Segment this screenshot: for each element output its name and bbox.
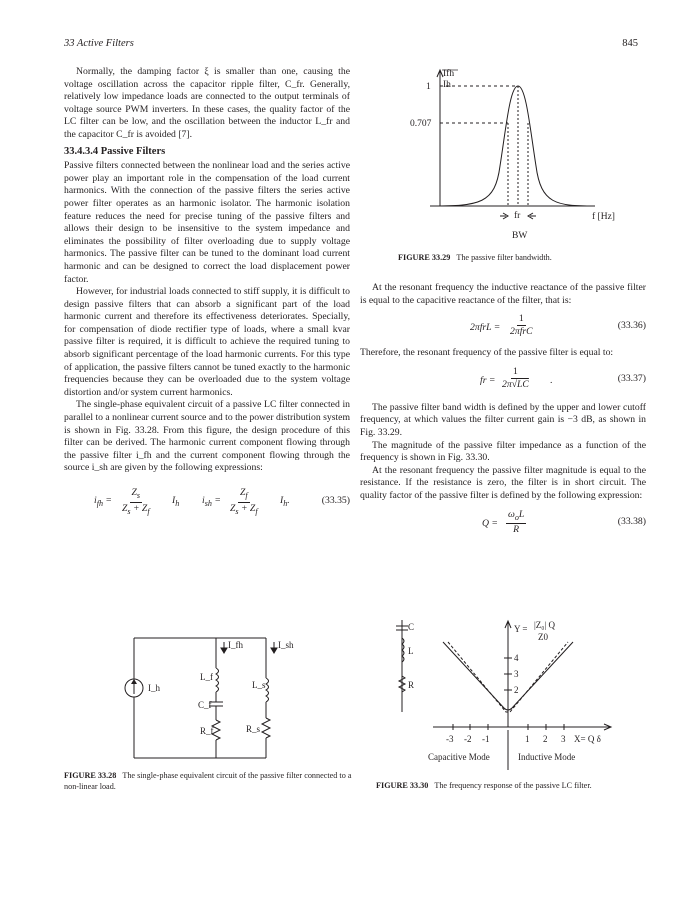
running-header: 33 Active Filters bbox=[64, 38, 134, 49]
paragraph: Normally, the damping factor ξ is smaller than one, causing the voltage oscillation across the capacitor ripple filter, C_fr. Generally, relatively low impedance loads are connected to the output terminals of voltage source PWM inverters. In these cases, the quality factor of the LC filter can be low, and the oscillation between the inductor L_fr and the capacitor C_fr is avoided [7]. bbox=[64, 66, 350, 140]
label-c: C bbox=[408, 622, 415, 632]
y-label-num: |Z₀| Q bbox=[534, 620, 555, 630]
right-column bbox=[360, 282, 646, 543]
x-tick: -3 bbox=[446, 734, 454, 744]
paragraph: The single-phase equivalent circuit of a passive LC filter connected in parallel to a nonlinear current source and to the power distribution system is shown in Fig. 33.28. From this figure, the design procedure of this filter can be derived. The harmonic current component flowing through the passive filter i_fh and the current component flowing through the source i_sh are given by the following expressions: bbox=[64, 399, 350, 474]
y-label-ifh: Ifh bbox=[443, 69, 455, 79]
figure-33-29-caption bbox=[398, 252, 552, 263]
equation-number: (33.35) bbox=[321, 495, 350, 506]
capacitive-mode-label: Capacitive Mode bbox=[428, 752, 490, 762]
paragraph: The passive filter band width is defined by the upper and lower cutoff frequency, at which values the filter current gain is −3 dB, as shown in Fig. 33.29. bbox=[360, 401, 646, 438]
label-ls: L_s bbox=[252, 680, 266, 690]
label-lf: L_f bbox=[200, 672, 213, 682]
equation-33-36: 2πfrL = 1 2πfrC (33.36) bbox=[470, 313, 646, 338]
caption-label: FIGURE 33.30 bbox=[376, 781, 429, 790]
figure-33-29-bandwidth bbox=[400, 66, 630, 251]
equation-33-35: $i_{fh}$ = $\frac{Z_s}{Z_s + Z_f}$ $I_h$ $i_{sh}$ = $\frac{Z_f}{Z_s + Z_f}$ $I_h$. (33.35) bbox=[94, 487, 350, 516]
ish-arrow bbox=[271, 642, 277, 653]
x-axis-label: X= Q δ bbox=[574, 734, 601, 744]
label-rs: R_s bbox=[246, 724, 261, 734]
label-cf: C_f bbox=[198, 700, 212, 710]
y-tick-0707: 0.707 bbox=[410, 119, 432, 129]
label-l: L bbox=[408, 646, 414, 656]
fr-label: fr bbox=[514, 211, 521, 221]
label-ifh: I_fh bbox=[228, 640, 243, 650]
ifh-arrow bbox=[221, 642, 227, 653]
y-tick: 4 bbox=[514, 653, 519, 663]
label-r: R bbox=[408, 680, 415, 690]
figure-33-28-caption bbox=[64, 770, 354, 792]
caption-label: FIGURE 33.28 bbox=[64, 771, 117, 780]
caption-label: FIGURE 33.29 bbox=[398, 253, 451, 262]
figure-33-30-caption bbox=[376, 780, 592, 791]
equation-33-37: fr = $\frac{1}{2\pi√LC}$ . (33.37) bbox=[480, 365, 646, 390]
figure-33-30-frequency-response bbox=[388, 612, 638, 777]
x-tick: 1 bbox=[525, 734, 530, 744]
x-tick: -2 bbox=[464, 734, 472, 744]
paragraph: However, for industrial loads connected to stiff supply, it is difficult to design passive filters that can absorb a significant part of the load harmonic current and therefore its effectiveness deteriorates. Specially, for compensation of diode rectifier type of loads, where a small kvar passive filter is required, it is difficult to achieve the required tuning to absorb significant percentage of the load harmonic currents. For this type of application, the passive filters cannot be tuned exactly to the harmonic frequencies because they can be overloaded due to the system voltage distortion and/or system current harmonics. bbox=[64, 286, 350, 398]
paragraph: The magnitude of the passive filter impedance as a function of the frequency is shown in Fig. 33.30. bbox=[360, 439, 646, 464]
equation-number: (33.36) bbox=[617, 320, 646, 332]
y-tick: 3 bbox=[514, 669, 519, 679]
paragraph: Therefore, the resonant frequency of the passive filter is equal to: bbox=[360, 347, 614, 359]
y-label-den: Z0 bbox=[538, 632, 548, 642]
inductive-mode-label: Inductive Mode bbox=[518, 752, 576, 762]
caption-text: The passive filter bandwidth. bbox=[456, 253, 552, 262]
caption-text: The single-phase equivalent circuit of the passive filter connected to a non-linear load. bbox=[64, 771, 352, 791]
x-tick: 3 bbox=[561, 734, 566, 744]
bw-label: BW bbox=[512, 231, 528, 241]
y-tick: 2 bbox=[514, 685, 519, 695]
equation-33-38: Q = $\omega_oL$ R (33.38) bbox=[482, 508, 646, 536]
equation-number: (33.37) bbox=[617, 372, 646, 384]
x-tick: 2 bbox=[543, 734, 548, 744]
page-number: 845 bbox=[622, 38, 638, 49]
label-ih: I_h bbox=[148, 683, 160, 693]
figure-33-28-circuit bbox=[116, 628, 306, 768]
equation-number: (33.38) bbox=[617, 515, 646, 527]
y-tick-1: 1 bbox=[426, 82, 431, 92]
caption-text: The frequency response of the passive LC filter. bbox=[434, 781, 592, 790]
left-column bbox=[64, 66, 350, 526]
paragraph: At the resonant frequency the inductive reactance of the passive filter is equal to the capacitive reactance of the filter, that is: bbox=[360, 282, 646, 306]
section-heading: 33.4.3.4 Passive Filters bbox=[64, 145, 166, 157]
x-tick: -1 bbox=[482, 734, 490, 744]
y-label-prefix: Y = bbox=[514, 624, 528, 634]
label-rf: R_f bbox=[200, 726, 214, 736]
paragraph: At the resonant frequency the passive filter magnitude is equal to the resistance. If the resistance is zero, the filter is in short circuit. The quality factor of the passive filter is defined by the following expression: bbox=[360, 464, 646, 501]
paragraph: Passive filters connected between the nonlinear load and the series active power play an important role in the compensation of the load current harmonics. With the connection of the passive filters the series active power filter operates as an harmonic isolator. The harmonic isolation feature reduces the need for precise tuning of the passive filters and allows their design to be insensitive to the system impedance and eliminates the possibility of filter overloading due to supply voltage harmonics. The passive filter can be tuned to the dominant load current harmonic and can be designed to correct the load displacement power factor. bbox=[64, 160, 350, 285]
label-ish: I_sh bbox=[278, 640, 294, 650]
y-label-ih: Ih bbox=[443, 80, 451, 90]
x-unit: f [Hz] bbox=[592, 212, 615, 222]
